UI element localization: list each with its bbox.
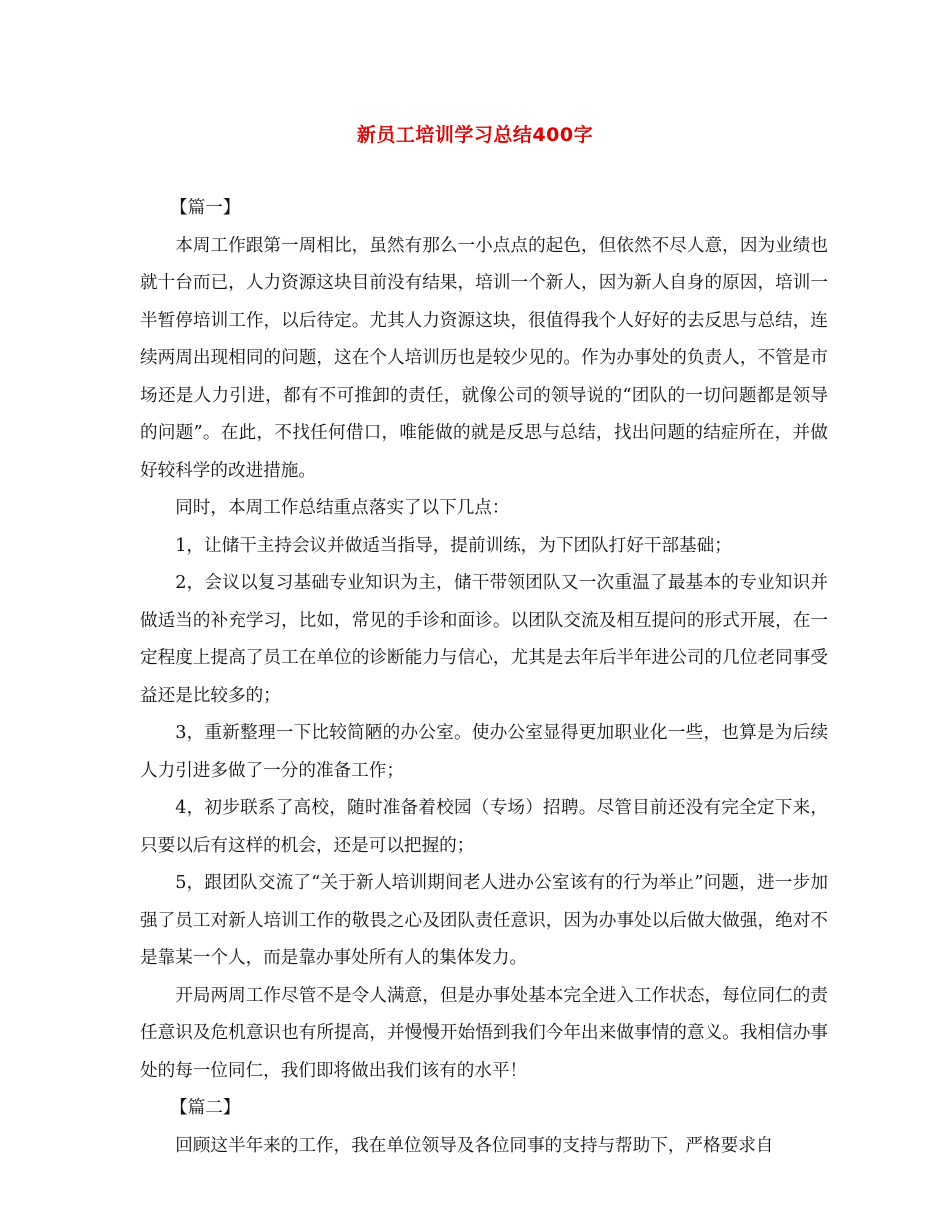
- paragraph: 同时，本周工作总结重点落实了以下几点：: [175, 498, 510, 518]
- list-item: 3，重新整理一下比较简陋的办公室。使办公室显得更加职业化一些，也算是为后续人力引进多做了一分的准备工作；: [140, 723, 828, 781]
- list-item: 2，会议以复习基础专业知识为主，储干带领团队又一次重温了最基本的专业知识并做适当的补充学习，比如，常见的手诊和面诊。以团队交流及相互提问的形式开展，在一定程度上提高了员工在单位的诊断能力与信心，尤其是去年后半年进公司的几位老同事受益还是比较多的；: [140, 573, 828, 706]
- section-heading-1: 【篇一】: [170, 198, 241, 218]
- list-item: 4，初步联系了高校，随时准备着校园（专场）招聘。尽管目前还没有完全定下来，只要以后有这样的机会，还是可以把握的；: [140, 798, 828, 856]
- paragraph: 本周工作跟第一周相比，虽然有那么一小点点的起色，但依然不尽人意，因为业绩也就十台而已，人力资源这块目前没有结果，培训一个新人，因为新人自身的原因，培训一半暂停培训工作，以后待定。尤其人力资源这块，很值得我个人好好的去反思与总结，连续两周出现相同的问题，这在个人培训历也是较少见的。作为办事处的负责人，不管是市场还是人力引进，都有不可推卸的责任，就像公司的领导说的“团队的一切问题都是领导的问题”。在此，不找任何借口，唯能做的就是反思与总结，找出问题的结症所在，并做好较科学的改进措施。: [140, 235, 828, 481]
- paragraph: 回顾这半年来的工作，我在单位领导及各位同事的支持与帮助下，严格要求自: [175, 1135, 774, 1156]
- list-item: 5，跟团队交流了“关于新人培训期间老人进办公室该有的行为举止”问题，进一步加强了员工对新人培训工作的敬畏之心及团队责任意识，因为办事处以后做大做强，绝对不是靠某一个人，而是靠办事处所有人的集体发力。: [140, 873, 828, 968]
- section-heading-2: 【篇二】: [170, 1098, 241, 1118]
- document-body: [140, 190, 828, 1165]
- paragraph: 开局两周工作尽管不是令人满意，但是办事处基本完全进入工作状态，每位同仁的责任意识及危机意识也有所提高，并慢慢开始悟到我们今年出来做事情的意义。我相信办事处的每一位同仁，我们即将做出我们该有的水平！: [140, 985, 828, 1081]
- list-item: 1，让储干主持会议并做适当指导，提前训练，为下团队打好干部基础；: [175, 535, 732, 556]
- document-title: 新员工培训学习总结400字: [356, 124, 594, 146]
